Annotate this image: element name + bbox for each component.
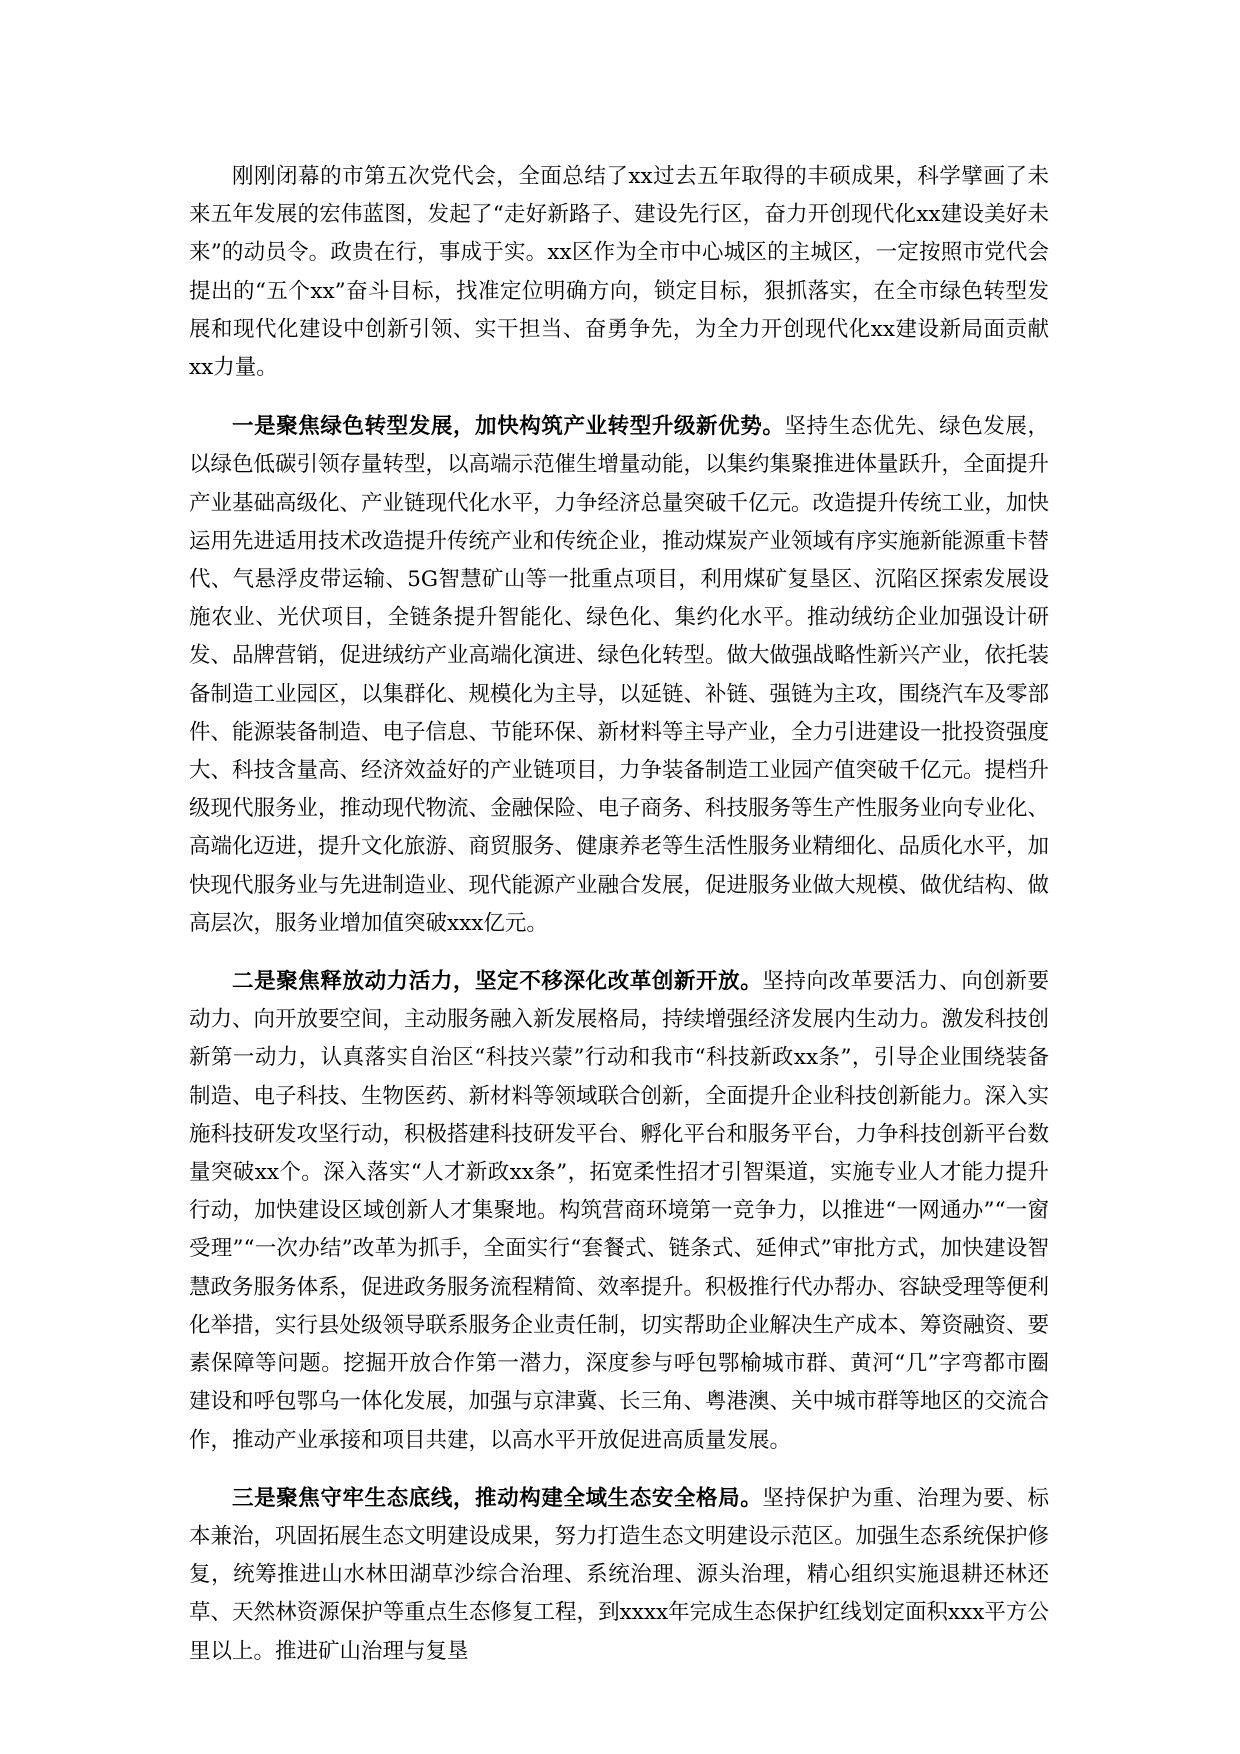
- section-body-2: 坚持向改革要活力、向创新要动力、向开放要空间，主动服务融入新发展格局，持续增强经济发展内生动力。激发科技创新第一动力，认真落实自治区“科技兴蒙”行动和我市“科技新政xx条”，引导企业围绕装备制造、电子科技、生物医药、新材料等领域联合创新，全面提升企业科技创新能力。深入实施科技研发攻坚行动，积极搭建科技研发平台、孵化平台和服务平台，力争科技创新平台数量突破xx个。深入落实“人才新政xx条”，拓宽柔性招才引智渠道，实施专业人才能力提升行动，加快建设区域创新人才集聚地。构筑营商环境第一竞争力，以推进“一网通办”“一窗受理”“一次办结”改革为抓手，全面实行“套餐式、链条式、延伸式”审批方式，加快建设智慧政务服务体系，促进政务服务流程精简、效率提升。积极推行代办帮办、容缺受理等便利化举措，实行县处级领导联系服务企业责任制，切实帮助企业解决生产成本、筹资融资、要素保障等问题。挖掘开放合作第一潜力，深度参与呼包鄂榆城市群、黄河“几”字弯都市圈建设和呼包鄂乌一体化发展，加强与京津冀、长三角、粤港澳、关中城市群等地区的交流合作，推动产业承接和项目共建，以高水平开放促进高质量发展。: [189, 969, 1050, 1453]
- document-page: [189, 158, 1049, 1691]
- section-heading-2: 二是聚焦释放动力活力，坚定不移深化改革创新开放。: [232, 969, 763, 995]
- section-body-3: 坚持保护为重、治理为要、标本兼治，巩固拓展生态文明建设成果，努力打造生态文明建设示范区。加强生态系统保护修复，统筹推进山水林田湖草沙综合治理、系统治理、源头治理，精心组织实施退耕还林还草、天然林资源保护等重点生态修复工程，到xxxx年完成生态保护红线划定面积xxx平方公里以上。推进矿山治理与复垦: [189, 1485, 1050, 1664]
- section-body-1: 坚持生态优先、绿色发展，以绿色低碳引领存量转型，以高端示范催生增量动能，以集约集聚推进体量跃升，全面提升产业基础高级化、产业链现代化水平，力争经济总量突破千亿元。改造提升传统工业，加快运用先进适用技术改造提升传统产业和传统企业，推动煤炭产业领域有序实施新能源重卡替代、气悬浮皮带运输、5G智慧矿山等一批重点项目，利用煤矿复垦区、沉陷区探索发展设施农业、光伏项目，全链条提升智能化、绿色化、集约化水平。推动绒纺企业加强设计研发、品牌营销，促进绒纺产业高端化演进、绿色化转型。做大做强战略性新兴产业，依托装备制造工业园区，以集群化、规模化为主导，以延链、补链、强链为主攻，围绕汽车及零部件、能源装备制造、电子信息、节能环保、新材料等主导产业，全力引进建设一批投资强度大、科技含量高、经济效益好的产业链项目，力争装备制造工业园产值突破千亿元。提档升级现代服务业，推动现代物流、金融保险、电子商务、科技服务等生产性服务业向专业化、高端化迈进，提升文化旅游、商贸服务、健康养老等生活性服务业精细化、品质化水平，加快现代服务业与先进制造业、现代能源产业融合发展，促进服务业做大规模、做优结构、做高层次，服务业增加值突破xxx亿元。: [189, 414, 1050, 936]
- section-heading-3: 三是聚焦守牢生态底线，推动构建全域生态安全格局。: [232, 1485, 763, 1511]
- section-paragraph-3: [189, 1480, 1049, 1671]
- intro-paragraph: 刚刚闭幕的市第五次党代会，全面总结了xx过去五年取得的丰硕成果，科学擘画了未来五年发展的宏伟蓝图，发起了“走好新路子、建设先行区，奋力开创现代化xx建设美好未来”的动员令。政贵在行，事成于实。xx区作为全市中心城区的主城区，一定按照市党代会提出的“五个xx”奋斗目标，找准定位明确方向，锁定目标，狠抓落实，在全市绿色转型发展和现代化建设中创新引领、实干担当、奋勇争先，为全力开创现代化xx建设新局面贡献xx力量。: [189, 164, 1049, 381]
- section-paragraph-2: [189, 963, 1049, 1460]
- section-heading-1: 一是聚焦绿色转型发展，加快构筑产业转型升级新优势。: [232, 414, 785, 440]
- section-paragraph-1: [189, 408, 1049, 943]
